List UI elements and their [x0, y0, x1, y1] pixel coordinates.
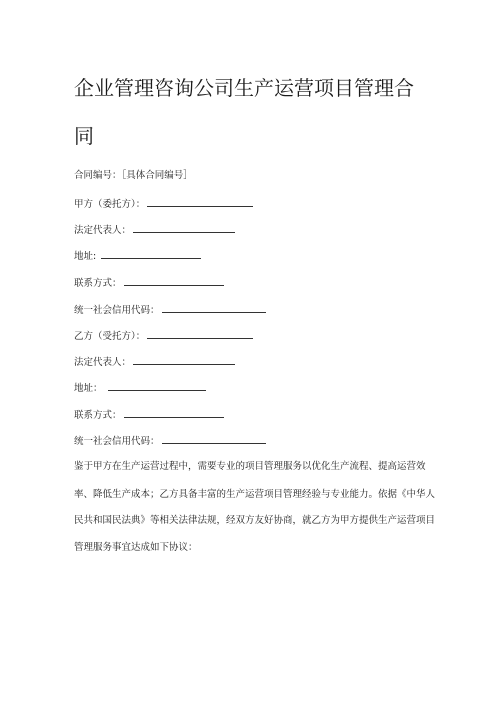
party-a-name-blank: [147, 197, 253, 207]
party-a-address-blank: [101, 249, 201, 259]
party-a-credit-code-label: 统一社会信用代码：: [74, 305, 160, 316]
party-b-address-label: 地址：: [74, 383, 106, 394]
party-a-credit-code-blank: [162, 303, 266, 313]
party-b-address-line: [74, 381, 206, 395]
party-b-credit-code-blank: [162, 434, 266, 444]
preamble-line-1: 鉴于甲方在生产运营过程中，需要专业的项目管理服务以优化生产流程、提高运营效: [74, 461, 426, 472]
contract-title-line-1: 企业管理咨询公司生产运营项目管理合: [74, 76, 414, 100]
party-a-name-label: 甲方（委托方）：: [74, 199, 146, 210]
party-b-address-blank: [108, 381, 206, 391]
party-a-contact-blank: [124, 276, 224, 286]
party-b-representative-line: [74, 355, 235, 369]
party-b-credit-code-label: 统一社会信用代码：: [74, 436, 160, 447]
contract-number-label: 合同编号：［具体合同编号］: [74, 170, 193, 181]
party-a-representative-label: 法定代表人：: [74, 225, 132, 236]
party-a-representative-line: [74, 223, 235, 237]
preamble-line-2: 率、降低生产成本；乙方具备丰富的生产运营项目管理经验与专业能力。依据《中华人: [74, 489, 436, 500]
preamble-line-4: 管理服务事宜达成如下协议：: [74, 542, 198, 553]
contract-number-line: [74, 170, 193, 182]
party-b-name-blank: [147, 329, 253, 339]
party-a-credit-code-line: [74, 303, 266, 317]
party-b-contact-line: [74, 408, 224, 422]
party-a-address-label: 地址:: [74, 251, 100, 262]
party-b-representative-label: 法定代表人：: [74, 357, 132, 368]
party-b-name-line: [74, 329, 253, 343]
party-b-name-label: 乙方（受托方）：: [74, 331, 146, 342]
preamble-line-3: 民共和国民法典》等相关法律法规，经双方友好协商，就乙方为甲方提供生产运营项目: [74, 515, 436, 526]
party-b-contact-label: 联系方式：: [74, 410, 122, 421]
party-a-address-line: [74, 249, 201, 263]
party-a-representative-blank: [133, 223, 235, 233]
party-a-name-line: [74, 197, 253, 211]
party-b-representative-blank: [133, 355, 235, 365]
party-b-credit-code-line: [74, 434, 266, 448]
party-a-contact-line: [74, 276, 224, 290]
party-b-contact-blank: [124, 408, 224, 418]
contract-title-line-2: 同: [74, 124, 94, 148]
party-a-contact-label: 联系方式：: [74, 278, 122, 289]
